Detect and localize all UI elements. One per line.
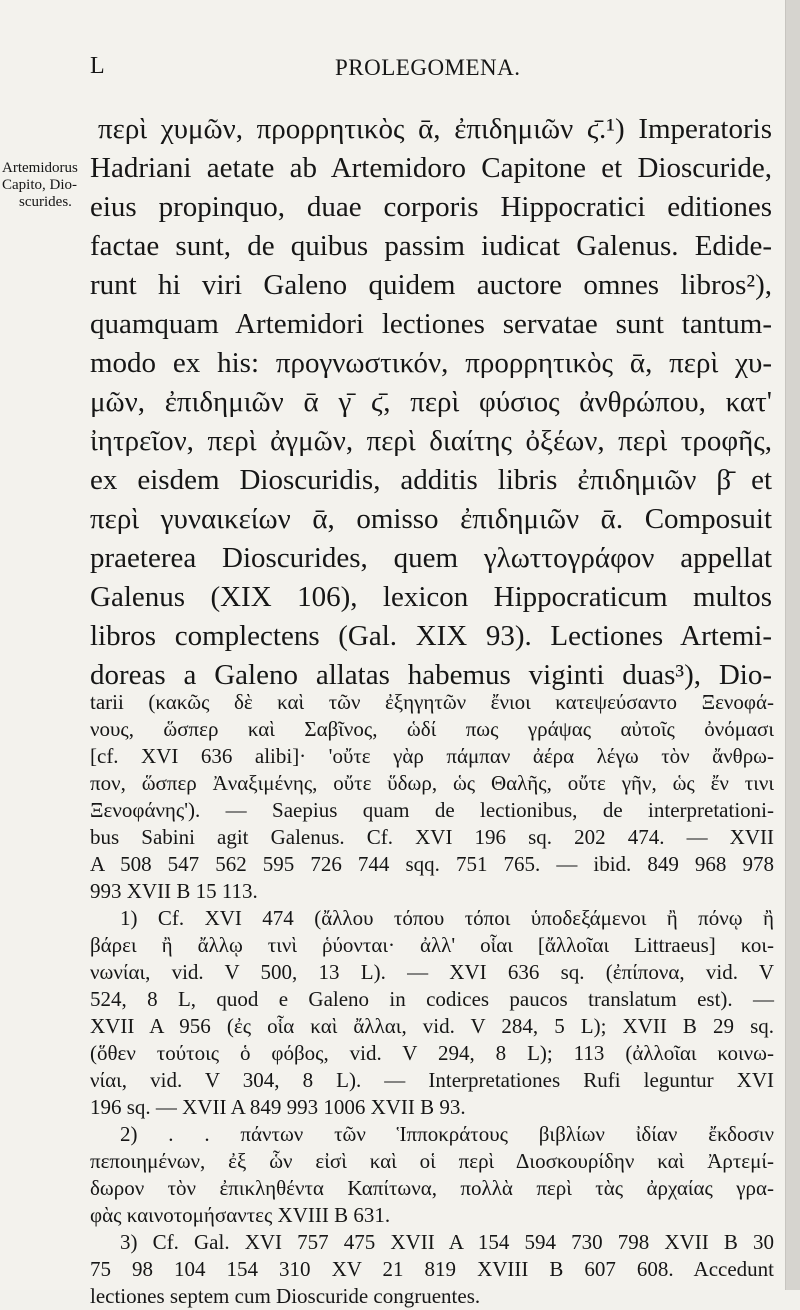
page-header: [90, 53, 780, 93]
body-line: ex eisdem Dioscuridis, additis libris ἐπιδημιῶν β̄ et: [90, 464, 772, 496]
footnote-line: νωνίαι, vid. V 500, 13 L). — XVI 636 sq. (ἐπίπονα, vid. V: [90, 960, 774, 984]
body-line: eius propinquo, duae corporis Hippocratici editiones: [90, 191, 772, 223]
footnote-line: tarii (κακῶς δὲ καὶ τῶν ἐξηγητῶν ἔνιοι κατεψεύσαντο Ξενοφά-: [90, 690, 774, 714]
body-line: doreas a Galeno allatas habemus viginti duas³), Dio-: [90, 659, 772, 691]
running-title: PROLEGOMENA.: [335, 55, 521, 80]
footnote-line: 1) Cf. XVI 474 (ἄλλου τόπου τόποι ὑποδεξάμενοι ἢ πόνῳ ἢ: [120, 906, 774, 930]
footnote-line: φὰς καινοτομήσαντες XVIII B 631.: [90, 1203, 391, 1227]
main-body-text: [90, 110, 772, 695]
footnotes: [90, 689, 774, 1310]
footnote-line: νους, ὥσπερ καὶ Σαβῖνος, ὡδί πως γράψας αὐτοῖς ὀνόμασι: [90, 717, 774, 741]
footnote-line: Ξενοφάνης'). — Saepius quam de lectionibus, de interpretationi-: [90, 798, 774, 822]
footnote-line: δωρον τὸν ἐπικληθέντα Καπίτωνα, πολλὰ περὶ τὰς ἀρχαίας γρα-: [90, 1176, 774, 1200]
footnote-line: A 508 547 562 595 726 744 sqq. 751 765. — ibid. 849 968 978: [90, 852, 774, 876]
footnote-line: 993 XVII B 15 113.: [90, 879, 258, 903]
footnote-line: [cf. XVI 636 alibi]· 'οὔτε γὰρ πάμπαν ἀέρα λέγω τὸν ἄνθρω-: [90, 744, 774, 768]
footnote-line: XVII A 956 (ἐς οἷα καὶ ἄλλαι, vid. V 284, 5 L); XVII B 29 sq.: [90, 1014, 774, 1038]
margin-note-line: Artemidorus: [2, 160, 78, 176]
page-edge-shadow: [785, 0, 800, 1290]
margin-note-line: scurides.: [19, 194, 72, 210]
body-line: factae sunt, de quibus passim iudicat Galenus. Edide-: [90, 230, 772, 262]
footnote-line: πον, ὥσπερ Ἀναξιμένης, οὔτε ὕδωρ, ὡς Θαλῆς, οὔτε γῆν, ὡς ἔν τινι: [90, 771, 774, 795]
footnote-line: 3) Cf. Gal. XVI 757 475 XVII A 154 594 730 798 XVII B 30: [120, 1230, 774, 1254]
body-line: libros complectens (Gal. XIX 93). Lectiones Artemi-: [90, 620, 772, 652]
body-line: quamquam Artemidori lectiones servatae sunt tantum-: [90, 308, 772, 340]
body-line: ἰητρεῖον, περὶ ἀγμῶν, περὶ διαίτης ὀξέων, περὶ τροφῆς,: [90, 425, 772, 457]
page-number: L: [90, 53, 106, 79]
body-line: praeterea Dioscurides, quem γλωττογράφον appellat: [90, 542, 772, 574]
footnote-line: 196 sq. — XVII A 849 993 1006 XVII B 93.: [90, 1095, 466, 1119]
body-line: runt hi viri Galeno quidem auctore omnes libros²),: [90, 269, 772, 301]
footnote-line: 524, 8 L, quod e Galeno in codices paucos translatum est). —: [90, 987, 774, 1011]
footnote-line: 75 98 104 154 310 XV 21 819 XVIII B 607 608. Accedunt: [90, 1257, 774, 1281]
footnote-line: lectiones septem cum Dioscuride congruentes.: [90, 1284, 481, 1308]
body-line: Galenus (XIX 106), lexicon Hippocraticum multos: [90, 581, 772, 613]
footnote-line: νίαι, vid. V 304, 8 L). — Interpretationes Rufi leguntur XVI: [90, 1068, 774, 1092]
footnote-line: πεποιημένων, ἐξ ὧν εἰσὶ καὶ οἱ περὶ Διοσκουρίδην καὶ Ἀρτεμί-: [90, 1149, 774, 1173]
body-line: modo ex his: προγνωστικόν, προρρητικὸς ᾱ, περὶ χυ-: [90, 347, 772, 379]
footnote-line: (ὅθεν τούτοις ὁ φόβος, vid. V 294, 8 L); 113 (ἀλλοῖαι κοινω-: [90, 1041, 774, 1065]
body-line: μῶν, ἐπιδημιῶν ᾱ γ̄ ϛ̄, περὶ φύσιος ἀνθρώπου, κατ': [90, 386, 772, 418]
footnote-line: 2) . . πάντων τῶν Ἱπποκράτους βιβλίων ἰδίαν ἔκδοσιν: [120, 1122, 774, 1146]
body-line: περὶ χυμῶν, προρρητικὸς ᾱ, ἐπιδημιῶν ϛ̄.¹) Imperatoris: [98, 113, 772, 145]
footnote-line: bus Sabini agit Galenus. Cf. XVI 196 sq. 202 474. — XVII: [90, 825, 774, 849]
margin-note-line: Capito, Dio-: [2, 177, 77, 193]
body-line: Hadriani aetate ab Artemidoro Capitone et Dioscuride,: [90, 152, 772, 184]
footnote-line: βάρει ἢ ἄλλῳ τινὶ ῥύονται· ἀλλ' οἷαι [ἄλλοῖαι Littraeus] κοι-: [90, 933, 774, 957]
body-line: περὶ γυναικείων ᾱ, omisso ἐπιδημιῶν ᾱ. Composuit: [90, 503, 772, 535]
